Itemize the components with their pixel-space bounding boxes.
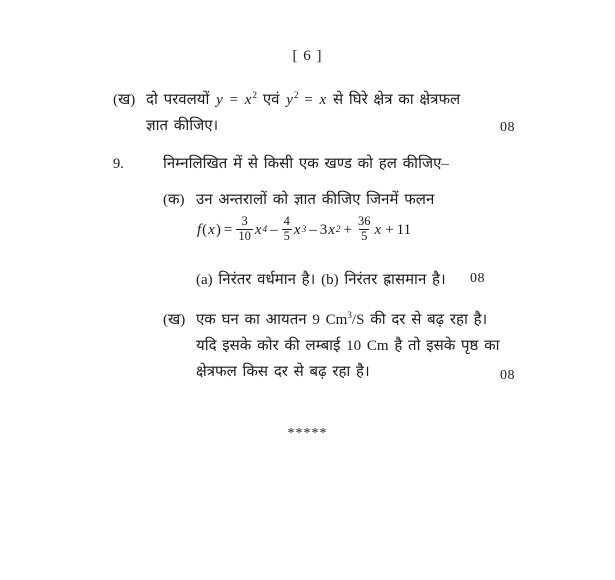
question-line [196, 268, 543, 294]
question-text-line2: ज्ञात कीजिए। [146, 117, 219, 134]
question-9-heading-text: निम्नलिखित में से किसी एक खण्ड को हल कीजिए– [163, 156, 449, 172]
equals-sign: = [223, 92, 244, 108]
paren-open: ( [202, 221, 208, 238]
question-line [113, 88, 543, 114]
paren-close: ) [215, 221, 221, 238]
line2-text-post: है तो इसके पृष्ठ का [388, 337, 500, 354]
fraction-three-tenths [236, 215, 253, 243]
fraction-denominator: 5 [361, 228, 368, 243]
formula-operator-minus-2: – [309, 221, 317, 238]
page-number: [ 6 ] [292, 48, 323, 64]
term3-variable: x [328, 221, 335, 238]
question-9-heading-row [113, 152, 543, 178]
question-9-part-kha [113, 308, 543, 385]
fraction-numerator: 4 [283, 214, 290, 228]
question-part-kha-first [113, 88, 543, 140]
function-name-f: f [197, 221, 202, 238]
question-number-9: 9. [113, 156, 124, 172]
question-text-tail: से घिरे क्षेत्र का क्षेत्रफल [327, 92, 461, 108]
constant-term: 11 [396, 221, 412, 238]
question-9-part-ka [113, 188, 543, 214]
question-text-segment: दो परवलयों [146, 92, 216, 108]
unit-cm: Cm [319, 312, 348, 328]
question-line [163, 188, 543, 214]
question-line [163, 308, 543, 334]
rate-value: 9 [312, 312, 320, 328]
part-kha-text-post: की दर से बढ़ रहा है। [364, 312, 488, 328]
conjunction-evam: एवं [257, 92, 286, 108]
part-label-kha: (ख) [163, 312, 186, 328]
equation-y-variable: y [216, 92, 223, 108]
formula-equals: = [223, 221, 233, 238]
equation2-y-base: y [286, 92, 293, 108]
marks-value: 08 [500, 368, 515, 383]
part-kha-text-pre: एक घन का आयतन [196, 312, 313, 328]
question-line-continued [163, 334, 543, 360]
formula-operator-plus-2: + [385, 221, 394, 238]
fraction-thirtysix-fifths [356, 215, 373, 243]
term4-variable: x [374, 221, 382, 238]
equals-sign-2: = [298, 92, 319, 108]
fraction-denominator: 5 [283, 228, 290, 243]
question-text [146, 88, 543, 114]
formula-operator-plus-1: + [343, 221, 353, 238]
fraction-denominator: 10 [238, 228, 251, 243]
equation-x-base: x [244, 92, 252, 108]
equation-x-exponent: 2 [252, 91, 258, 101]
unit-per-second: /S [351, 312, 365, 328]
equation2-y-exponent: 2 [293, 91, 299, 101]
marks-value: 08 [470, 271, 485, 286]
line2-text-pre: यदि इसके कोर की लम्बाई [196, 337, 347, 354]
part-label-ka: (क) [163, 192, 185, 208]
subparts-text: (a) निरंतर वर्धमान है। (b) निरंतर ह्रासमान है। [196, 272, 446, 288]
question-line-continued-2 [163, 360, 543, 386]
term3-coefficient: 3 [319, 221, 328, 238]
part-kha-line1 [196, 308, 543, 334]
part-ka-text: उन अन्तरालों को ज्ञात कीजिए जिनमें फलन [196, 192, 435, 208]
function-argument-x: x [208, 221, 215, 238]
term2-variable: x [293, 221, 301, 238]
term1-variable: x [254, 221, 262, 238]
unit-exponent: 3 [347, 311, 352, 321]
edge-length-value: 10 Cm [346, 337, 389, 354]
part-label-kha: (ख) [113, 92, 136, 108]
part-kha-line2 [196, 334, 543, 360]
fraction-numerator: 36 [358, 214, 371, 228]
equation2-x-variable: x [319, 92, 327, 108]
fraction-four-fifths [282, 215, 292, 243]
footer-asterisks: ***** [287, 426, 328, 441]
formula-operator-minus-1: – [270, 221, 278, 238]
question-line [113, 152, 543, 178]
fraction-numerator: 3 [241, 214, 248, 228]
part-kha-line3: क्षेत्रफल किस दर से बढ़ रहा है। [196, 363, 370, 380]
marks-value: 08 [500, 120, 515, 135]
question-line-continued [113, 114, 543, 140]
polynomial-formula: f ( x ) = $\frac{3}{10}$ x 4 – $\frac{4}{5}$ x 3 – 3 x 2 + $\frac{36}{5}$ x + 11 [197, 214, 412, 243]
